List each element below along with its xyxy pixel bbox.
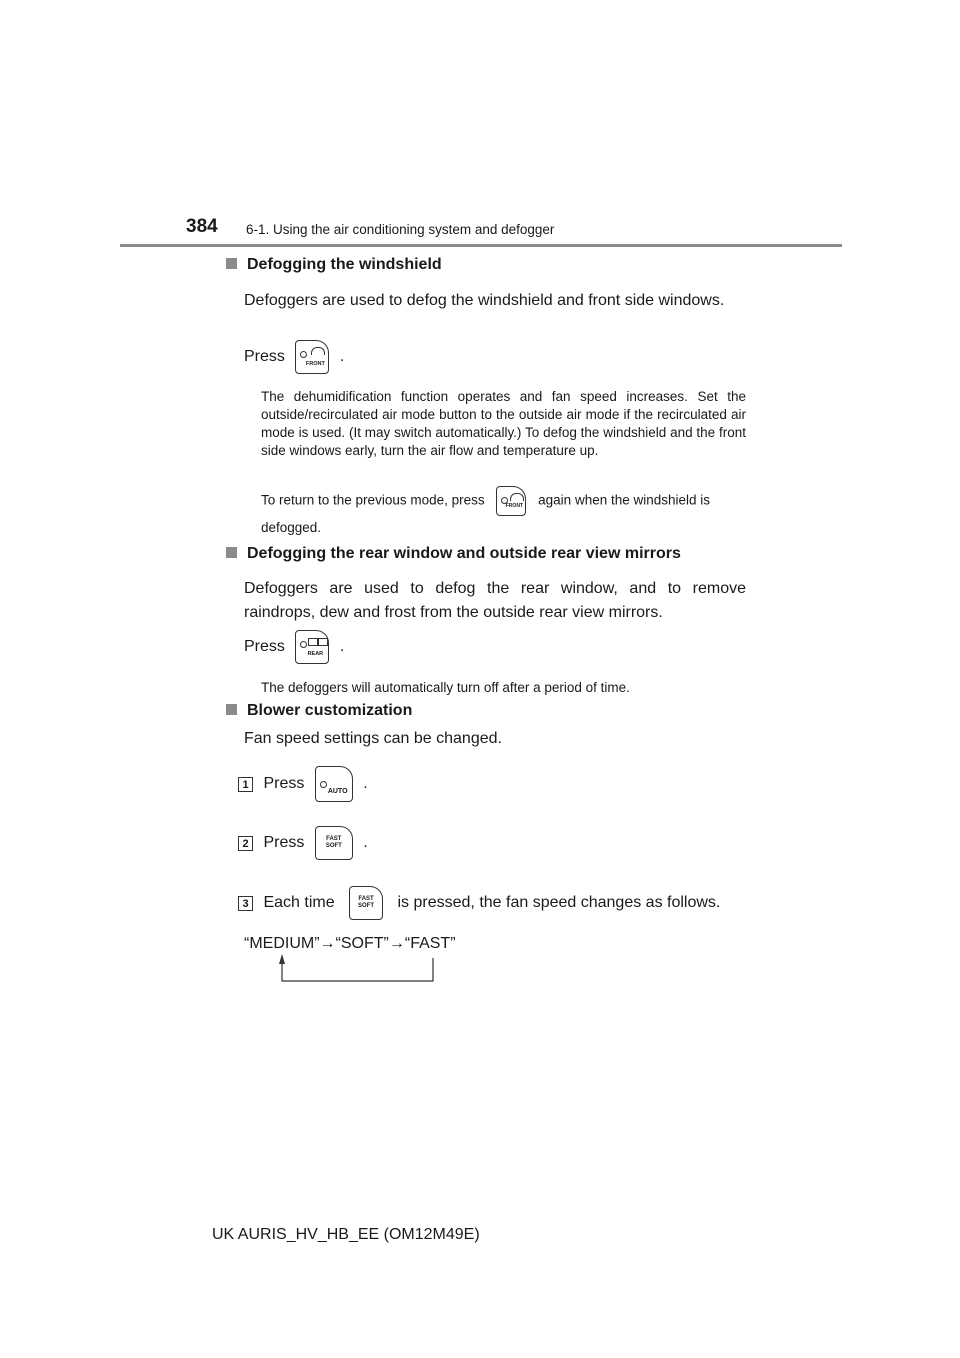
cycle-return-arrow-icon: [270, 952, 442, 988]
windshield-note-1: The dehumidification function operates and fan speed increases. Set the outside/recirculated air mode button to the outside air mode if the recirculated air mode is used. (It may switch automatically.) To defog the windshield and the front side windows early, turn the air flow and temperature up.: [261, 389, 746, 458]
fast-soft-button-icon: FAST SOFT: [315, 826, 353, 860]
blower-step-1: 1 Press AUTO .: [238, 766, 658, 802]
fast-soft-button-icon: FAST SOFT: [349, 886, 383, 920]
windshield-note-2: To return to the previous mode, press FRONT again when the windshield is defogged.: [261, 486, 746, 540]
windshield-press-line: Press FRONT .: [244, 340, 544, 374]
blower-body: Fan speed settings can be changed.: [244, 730, 502, 747]
blower-step-3: 3 Each time FAST SOFT is pressed, the fan speed changes as follows.: [238, 886, 758, 920]
square-bullet-icon: [226, 258, 237, 269]
rear-note: The defoggers will automatically turn off after a period of time.: [261, 680, 630, 695]
rear-body: Defoggers are used to defog the rear window, and to remove raindrops, dew and frost from the outside rear view mirrors.: [244, 580, 746, 621]
front-defogger-button-icon: FRONT: [496, 486, 526, 516]
header-rule: [120, 244, 842, 247]
rear-press-line: Press REAR .: [244, 630, 544, 664]
front-defogger-button-icon: FRONT: [295, 340, 329, 374]
windshield-body: Defoggers are used to defog the windshield and front side windows.: [244, 292, 725, 309]
chapter-title: 6-1. Using the air conditioning system and defogger: [246, 222, 555, 237]
blower-step-2: 2 Press FAST SOFT .: [238, 826, 658, 860]
rear-defogger-button-icon: REAR: [295, 630, 329, 664]
square-bullet-icon: [226, 704, 237, 715]
heading-rear: Defogging the rear window and outside rear view mirrors: [226, 545, 681, 563]
auto-button-icon: AUTO: [315, 766, 353, 802]
document-code: UK AURIS_HV_HB_EE (OM12M49E): [212, 1226, 480, 1243]
square-bullet-icon: [226, 547, 237, 558]
heading-blower: Blower customization: [226, 702, 412, 720]
fan-speed-cycle: “MEDIUM”→“SOFT”→“FAST”: [244, 935, 456, 952]
page-number: 384: [186, 216, 218, 237]
heading-windshield: Defogging the windshield: [226, 256, 442, 274]
